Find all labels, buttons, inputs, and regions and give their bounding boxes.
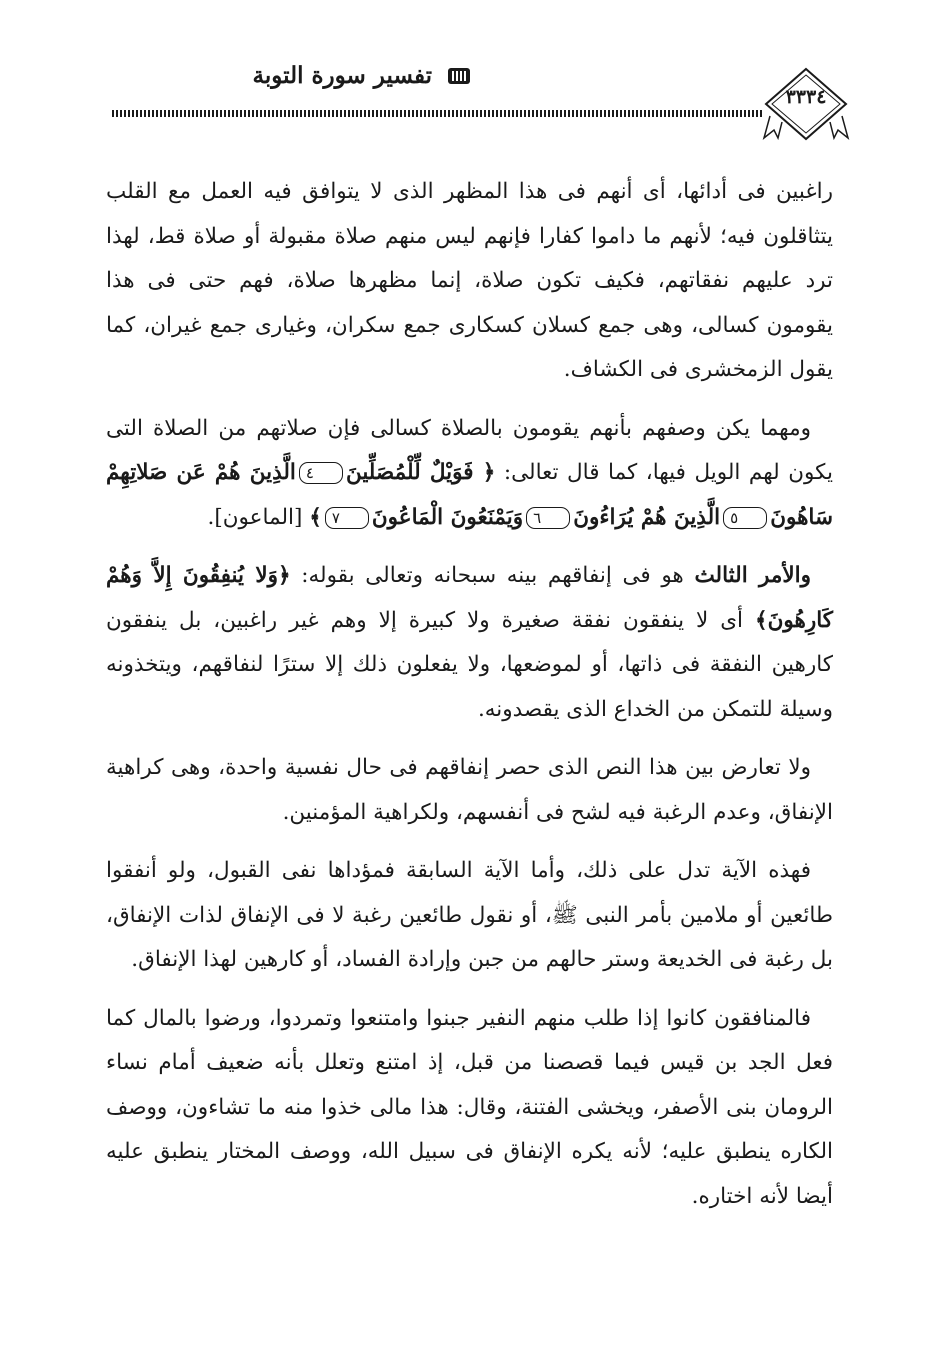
paragraph: فالمنافقون كانوا إذا طلب منهم النفير جبنوا وامتنعوا وتمردوا، ورضوا بالمال كما فعل الجد بن قيس فيما قصصنا من قبل، إذ امتنع وتعلل بأنه ضعيف أمام نساء الرومان بنى الأصفر، ويخشى الفتنة، وقال: هذا مالى خذوا منه ما تشاءون، ووصف الكاره ينطبق عليه؛ لأنه يكره الإنفاق فى سبيل الله، ووصف المختار ينطبق عليه أيضا لأنه اختاره.	[106, 1005, 833, 1209]
page-number: ٣٣٣٤	[785, 86, 827, 108]
header-rule	[112, 110, 762, 117]
paragraph-lead: والأمر الثالث	[694, 563, 811, 588]
quran-verse: ﴿وَلا يُنفِقُونَ إِلاَّ وَهُمْ كَارِهُونَ﴾	[106, 563, 833, 633]
book-title: تفسير سورة التوبة	[252, 62, 432, 89]
header-ornament-icon	[446, 66, 472, 86]
verse-segment: ﴾	[309, 504, 322, 530]
paragraph-text: هو فى إنفاقهم بينه سبحانه وتعالى بقوله:	[290, 563, 695, 588]
paragraph: فهذه الآية تدل على ذلك، وأما الآية السابقة فمؤداها نفى القبول، ولو أنفقوا طائعين أو ملامين بأمر النبى ﷺ، أو نقول طائعين رغبة لا فى الإنفاق لذات الإنفاق، بل رغبة فى الخديعة وستر حالهم من جبن وإرادة الفساد، أو كارهين لهذا الإنفاق.	[106, 858, 833, 972]
page-header	[82, 52, 852, 142]
verse-segment: وَيَمْنَعُونَ الْمَاعُونَ	[371, 504, 524, 530]
paragraph-text: أى لا ينفقون نفقة صغيرة ولا كبيرة إلا وهم غير راغبين، بل ينفقون كارهين النفقة فى ذاتها، أو لموضعها، ولا يفعلون ذلك إلا سترًا لنفاقهم، ويتخذونه وسيلة للتمكن من الخداع الذى يقصدونه.	[106, 607, 833, 722]
body-text	[106, 170, 833, 1233]
paragraph: ولا تعارض بين هذا النص الذى حصر إنفاقهم فى حال نفسية واحدة، وهى كراهية الإنفاق، وعدم الرغبة فيه لشح فى أنفسهم، ولكراهية المؤمنين.	[106, 755, 833, 825]
verse-segment: الَّذِينَ هُمْ عَن صَلاتِهِمْ سَاهُونَ	[106, 460, 833, 530]
paragraph: راغبين فى أدائها، أى أنهم فى هذا المظهر الذى لا يتوافق فيه العمل مع القلب يتثاقلون فيه؛ لأنهم ما داموا كفارا فإنهم ليس منهم صلاة مقبولة أو صلاة قط، لهذا ترد عليهم نفقاتهم، فكيف تكون صلاة، إنما مظهرها صلاة، فهم حتى فى هذا يقومون كسالى، وهى جمع كسلان كسكارى جمع سكران، وغيارى جمع غيران، كما يقول الزمخشرى فى الكشاف.	[106, 179, 833, 382]
ayah-number: ٧	[325, 507, 369, 529]
verse-segment: الَّذِينَ هُمْ يُرَاءُونَ	[573, 504, 721, 530]
paragraph	[106, 554, 833, 732]
surah-reference: [الماعون].	[207, 504, 310, 530]
ayah-number: ٤	[299, 462, 343, 484]
paragraph	[106, 407, 833, 541]
ayah-number: ٥	[723, 507, 767, 529]
paragraph-text: ومهما يكن وصفهم بأنهم يقومون بالصلاة كسالى فإن صلاتهم من الصلاة التى يكون لهم الويل فيها، كما قال تعالى:	[106, 415, 834, 485]
ayah-number: ٦	[526, 507, 570, 529]
verse-segment: ﴿ فَوَيْلٌ لِّلْمُصَلِّينَ	[345, 460, 496, 485]
